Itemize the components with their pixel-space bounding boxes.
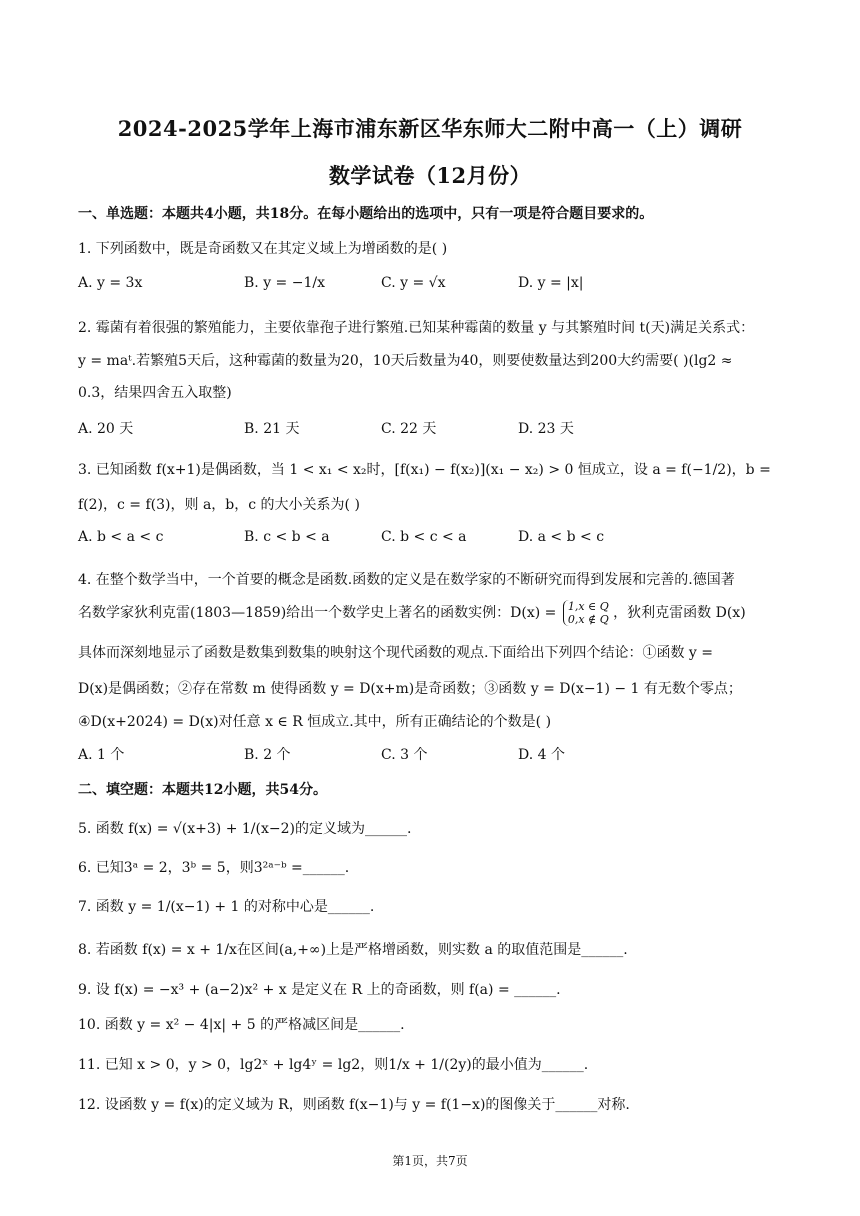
q1-option-a: A. y = 3x: [78, 275, 143, 291]
q3-option-b: B. c < b < a: [244, 529, 330, 545]
question-4-line5: ④D(x+2024) = D(x)对任意 x ∈ R 恒成立.其中，所有正确结论的个数是( ): [78, 714, 552, 730]
piecewise-case-top: 1,x ∈ Q: [567, 600, 609, 613]
question-3-line1: 3. 已知函数 f(x+1)是偶函数，当 1 < x₁ < x₂时，[f(x₁) − f(x₂)](x₁ − x₂) > 0 恒成立，设 a = f(−1/2)，b =: [78, 462, 771, 478]
section-fill-blank: 二、填空题：本题共12小题，共54分。: [78, 782, 327, 798]
q3-option-c: C. b < c < a: [381, 529, 467, 545]
question-9: 9. 设 f(x) = −x³ + (a−2)x² + x 是定义在 R 上的奇函数，则 f(a) = ______.: [78, 982, 561, 998]
question-8: 8. 若函数 f(x) = x + 1/x在区间(a,+∞)上是严格增函数，则实数 a 的取值范围是______.: [78, 942, 628, 958]
question-4-line1: 4. 在整个数学当中，一个首要的概念是函数.函数的定义是在数学家的不断研究而得到发展和完善的.德国著: [78, 572, 735, 588]
q4-option-d: D. 4 个: [518, 747, 565, 763]
question-4-line2-start: 名数学家狄利克雷(1803—1859)给出一个数学史上著名的函数实例：D(x) =: [78, 605, 557, 621]
q1-option-b: B. y = −1/x: [244, 275, 325, 291]
exam-title-line1: 2024-2025学年上海市浦东新区华东师大二附中高一（上）调研: [117, 116, 743, 141]
piecewise-case-bottom: 0,x ∉ Q: [567, 613, 609, 626]
q3-option-d: D. a < b < c: [518, 529, 605, 545]
dirichlet-piecewise: [563, 600, 609, 626]
question-12: 12. 设函数 y = f(x)的定义域为 R，则函数 f(x−1)与 y = f(1−x)的图像关于______对称.: [78, 1097, 630, 1113]
question-2-line2: y = maᵗ.若繁殖5天后，这种霉菌的数量为20，10天后数量为40，则要使数量达到200大约需要( )(lg2 ≈: [78, 353, 733, 369]
question-3-line2: f(2)，c = f(3)，则 a，b，c 的大小关系为( ): [78, 497, 360, 513]
question-7: 7. 函数 y = 1/(x−1) + 1 的对称中心是______.: [78, 899, 375, 915]
question-4-line4: D(x)是偶函数；②存在常数 m 使得函数 y = D(x+m)是奇函数；③函数 y = D(x−1) − 1 有无数个零点；: [78, 681, 742, 697]
question-2-line3: 0.3，结果四舍五入取整): [78, 385, 232, 401]
q2-option-d: D. 23 天: [518, 421, 574, 437]
section-single-choice: 一、单选题：本题共4小题，共18分。在每小题给出的选项中，只有一项是符合题目要求的。: [78, 206, 654, 222]
question-6: 6. 已知3ᵃ = 2，3ᵇ = 5，则3²ᵃ⁻ᵇ =______.: [78, 860, 350, 876]
q1-option-d: D. y = |x|: [518, 275, 584, 291]
q2-option-c: C. 22 天: [381, 421, 437, 437]
question-1-stem: 1. 下列函数中，既是奇函数又在其定义域上为增函数的是( ): [78, 241, 448, 257]
q2-option-a: A. 20 天: [78, 421, 134, 437]
question-10: 10. 函数 y = x² − 4|x| + 5 的严格减区间是______.: [78, 1017, 405, 1033]
exam-title-line2: 数学试卷（12月份）: [328, 163, 532, 188]
q4-option-b: B. 2 个: [244, 747, 291, 763]
q4-option-a: A. 1 个: [78, 747, 125, 763]
question-5: 5. 函数 f(x) = √(x+3) + 1/(x−2)的定义域为______.: [78, 821, 412, 837]
q2-option-b: B. 21 天: [244, 421, 300, 437]
question-4-line2-end: ，狄利克雷函数 D(x): [613, 605, 746, 621]
q4-option-c: C. 3 个: [381, 747, 428, 763]
q3-option-a: A. b < a < c: [78, 529, 164, 545]
question-2-line1: 2. 霉菌有着很强的繁殖能力，主要依靠孢子进行繁殖.已知某种霉菌的数量 y 与其繁殖时间 t(天)满足关系式：: [78, 320, 755, 336]
question-4-line2: [78, 600, 788, 626]
page-footer: 第1页，共7页: [392, 1154, 468, 1168]
question-11: 11. 已知 x > 0，y > 0，lg2ˣ + lg4ʸ = lg2，则1/x + 1/(2y)的最小值为______.: [78, 1057, 589, 1073]
q1-option-c: C. y = √x: [381, 275, 446, 291]
question-4-line3: 具体而深刻地显示了函数是数集到数集的映射这个现代函数的观点.下面给出下列四个结论：①函数 y =: [78, 645, 713, 661]
